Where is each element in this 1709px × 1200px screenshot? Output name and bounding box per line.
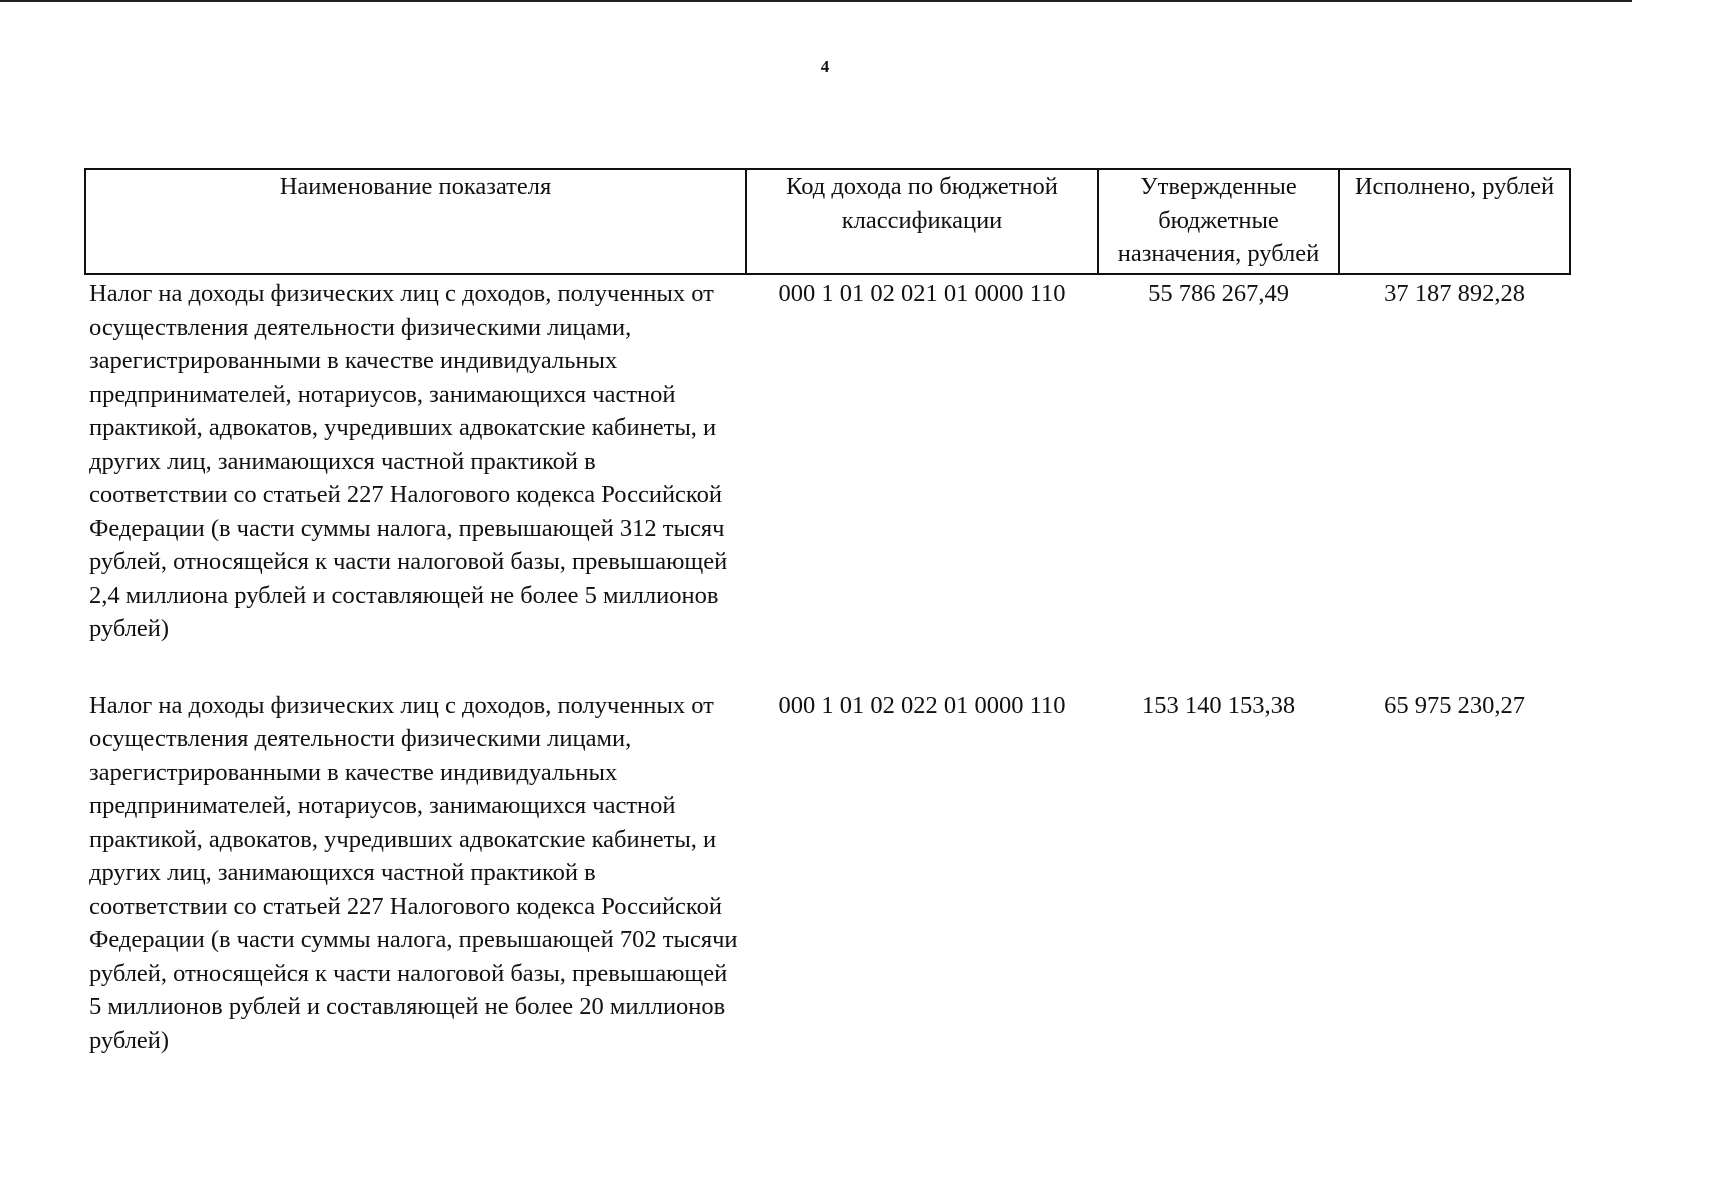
top-rule [0, 0, 1632, 2]
header-indicator-name: Наименование показателя [85, 169, 746, 274]
income-code: 000 1 01 02 022 01 0000 110 [778, 691, 1066, 719]
approved-amount: 153 140 153,38 [1141, 691, 1296, 719]
executed-amount: 37 187 892,28 [1384, 280, 1525, 307]
indicator-name: Налог на доходы физических лиц с доходов, полученных от осуществления деятельности физическими лицами, зарегистрированными в качестве индивидуальных предпринимателей, нотариусов, занимающихся частной практикой, адвокатов, учредивших адвокатские кабинеты, и других лиц, занимающихся частной практикой в соответствии со статьей 227 Налогового кодекса Российской Федерации (в части суммы налога, превышающей 312 тысяч рублей, относящейся к части налоговой базы, превышающей 2,4 миллиона рублей и составляющей не более 5 миллионов рублей) [89, 280, 728, 642]
table-header-row [85, 169, 1570, 274]
table-row [85, 274, 1570, 646]
approved-amount: 55 786 267,49 [1148, 280, 1289, 307]
income-table [84, 168, 1571, 1057]
income-code: 000 1 01 02 021 01 0000 110 [778, 280, 1066, 307]
executed-amount: 65 975 230,27 [1384, 691, 1525, 719]
table-row [85, 646, 1570, 1058]
header-approved-amount: Утвержденные бюджетные назначения, рублей [1098, 169, 1339, 274]
header-executed-amount: Исполнено, рублей [1339, 169, 1570, 274]
indicator-name: Налог на доходы физических лиц с доходов, полученных от осуществления деятельности физическими лицами, зарегистрированными в качестве индивидуальных предпринимателей, нотариусов, занимающихся частной практикой, адвокатов, учредивших адвокатские кабинеты, и других лиц, занимающихся частной практикой в соответствии со статьей 227 Налогового кодекса Российской Федерации (в части суммы налога, превышающей 702 тысячи рублей, относящейся к части налоговой базы, превышающей 5 миллионов рублей и составляющей не более 20 миллионов рублей) [89, 691, 738, 1054]
header-income-code: Код дохода по бюджетной классификации [746, 169, 1098, 274]
page-number: 4 [820, 57, 830, 76]
